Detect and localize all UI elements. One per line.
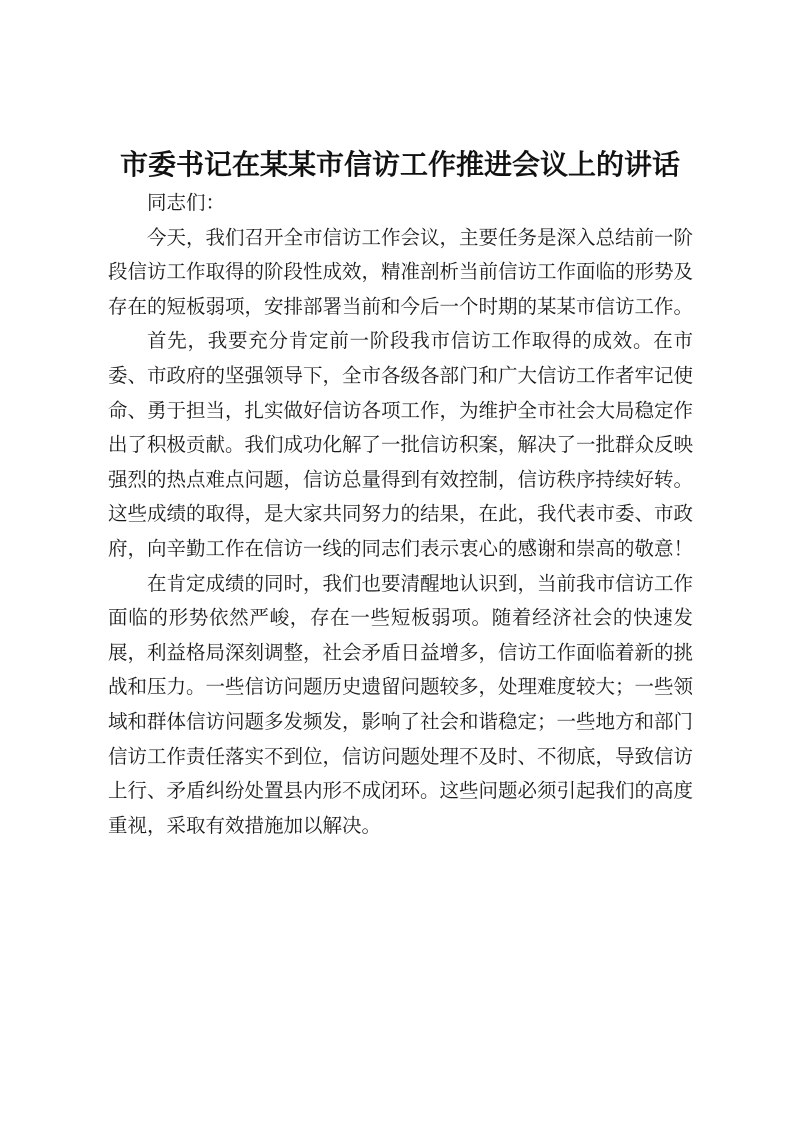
paragraph-3: 在肯定成绩的同时，我们也要清醒地认识到，当前我市信访工作面临的形势依然严峻，存在一些短板弱项。随着经济社会的快速发展，利益格局深刻调整，社会矛盾日益增多，信访工作面临着新的挑战和压力。一些信访问题历史遗留问题较多，处理难度较大；一些领域和群体信访问题多发频发，影响了社会和谐稳定；一些地方和部门信访工作责任落实不到位，信访问题处理不及时、不彻底，导致信访上行、矛盾纠纷处置县内形不成闭环。这些问题必须引起我们的高度重视，采取有效措施加以解决。 xyxy=(108,571,694,837)
paragraph-2: 首先，我要充分肯定前一阶段我市信访工作取得的成效。在市委、市政府的坚强领导下，全市各级各部门和广大信访工作者牢记使命、勇于担当，扎实做好信访各项工作，为维护全市社会大局稳定作出了积极贡献。我们成功化解了一批信访积案，解决了一批群众反映强烈的热点难点问题，信访总量得到有效控制，信访秩序持续好转。这些成绩的取得，是大家共同努力的结果，在此，我代表市委、市政府，向辛勤工作在信访一线的同志们表示衷心的感谢和崇高的敬意！ xyxy=(108,329,694,560)
document-body xyxy=(108,186,693,843)
document-title: 市委书记在某某市信访工作推进会议上的讲话 xyxy=(119,148,680,181)
paragraph-1: 今天，我们召开全市信访工作会议，主要任务是深入总结前一阶段信访工作取得的阶段性成效，精准剖析当前信访工作面临的形势及存在的短板弱项，安排部署当前和今后一个时期的某某市信访工作。 xyxy=(108,225,694,318)
salutation: 同志们： xyxy=(147,191,226,214)
